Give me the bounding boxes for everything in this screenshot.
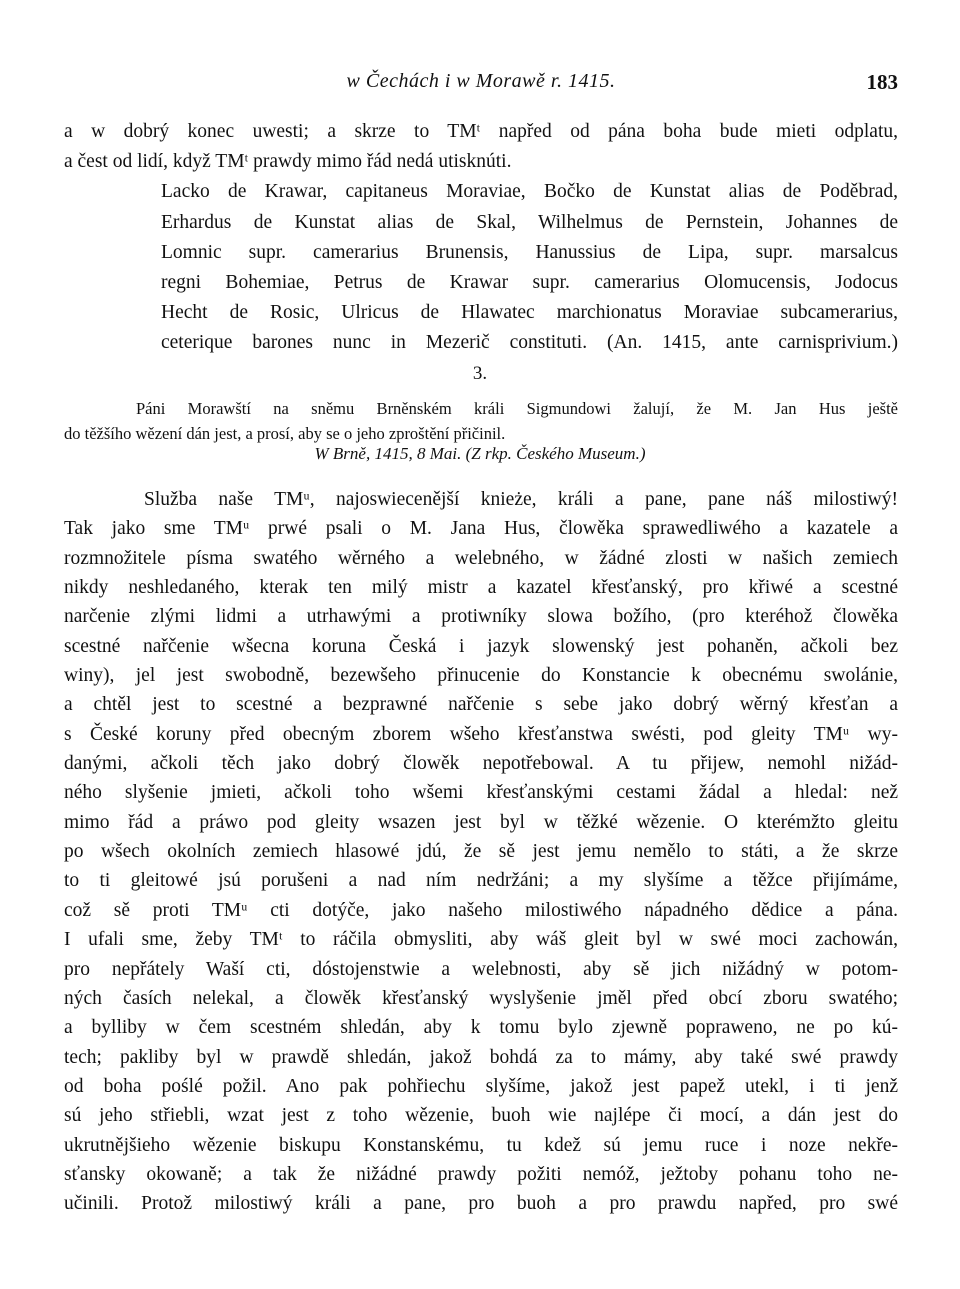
source-line: W Brně, 1415, 8 Mai. (Z rkp. Českého Museum.) bbox=[314, 444, 646, 463]
body-line: od boha poślé požil. Ano pak pohřiechu slyšíme, jakož jest papež utekl, i ti jenž bbox=[64, 1075, 898, 1097]
body-line: sú jeho střiebli, wzat jest z toho wězenie, buoh wie najlépe či mocí, a dán jest do bbox=[64, 1105, 898, 1127]
body-line: danými, ačkoli těch jako dobrý člowěk nepotřebowal. A tu přijew, nemohl nižád- bbox=[64, 753, 898, 775]
body-line: nikdy neshledaného, kterak ten milý mistr a kazatel křesťanský, pro křiwé a scestné bbox=[64, 577, 898, 599]
summary-line: Páni Morawští na sněmu Brněnském králi Sigmundowi žalují, že M. Jan Hus ještě bbox=[136, 399, 898, 418]
text-line: Lomnic supr. camerarius Brunensis, Hanussius de Lipa, supr. marsalcus bbox=[161, 241, 898, 263]
body-line: scestné nařčenie wšecna koruna Česká i jazyk slowenský jest pohaněn, ačkoli bez bbox=[64, 635, 898, 657]
body-line: mimo řád a práwo pod gleity wsazen jest byl w těžké wězenie. O kterémžto gleitu bbox=[64, 811, 898, 833]
body-line: s České koruny před obecným zborem wšeho křesťanstwa swésti, pod gleity TMᵘ wy- bbox=[64, 723, 898, 745]
text-line: regni Bohemiae, Petrus de Krawar supr. camerarius Olomucensis, Jodocus bbox=[161, 272, 898, 294]
running-header bbox=[64, 70, 898, 100]
summary-line: do těžšího wězení dán jest, a prosí, aby se o jeho zproštění přičinil. bbox=[64, 424, 506, 443]
body-line: což sě proti TMᵘ cti dotýče, jako našeho milostiwého nápadného dědice a pána. bbox=[64, 899, 898, 921]
body-line: ného slyšenie jmieti, ačkoli toho wšemi křesťanskými cestami žádal a hledal: než bbox=[64, 782, 898, 804]
letter-body bbox=[64, 485, 898, 1219]
body-line: pro nepřátely Waší cti, dóstojenstwie a welebnosti, aby sě jich nižádný w potom- bbox=[64, 958, 898, 980]
body-line: Služba naše TMᵘ, najoswiecenější knieże, králi a pane, pane náš milostiwý! bbox=[144, 489, 898, 510]
intro-paragraph bbox=[64, 117, 898, 359]
text-line: a čest od lidí, když TMᵗ prawdy mimo řád nedá utisknúti. bbox=[64, 151, 512, 173]
body-line: tech; pakliby byl w prawdě shledán, jakož bohdá za to mámy, aby také swé prawdy bbox=[64, 1046, 898, 1068]
running-title: w Čechách i w Morawě r. 1415. bbox=[346, 70, 616, 92]
body-line: ných časích nelekal, a člowěk křesťanský wyslyšenie jměl před obcí zboru swatého; bbox=[64, 987, 898, 1009]
text-line: Hecht de Rosic, Ulricus de Hlawatec marchionatus Moraviae subcamerarius, bbox=[161, 302, 898, 324]
text-line: Lacko de Krawar, capitaneus Moraviae, Bočko de Kunstat alias de Poděbrad, bbox=[161, 181, 898, 203]
body-line: a chtěl jest to scestné a bezprawné nařčenie s sebe jako dobrý wěrný křesťan a bbox=[64, 694, 898, 716]
body-line: to ti gleitowé jsú porušeni a nad ním nedržáni; a my slyšíme a těžce přijímáme, bbox=[64, 870, 898, 892]
body-line: učinili. Protož milostiwý králi a pane, pro buoh a pro prawdu napřed, pro swé bbox=[64, 1193, 898, 1215]
body-line: narčenie zlými lidmi a utrhawými a protiwníky slowa božího, (pro kteréhož člowěka bbox=[64, 606, 898, 628]
text-line: Erhardus de Kunstat alias de Skal, Wilhelmus de Pernstein, Johannes de bbox=[161, 211, 898, 233]
body-line: rozmnožitele písma swatého wěrného a welebného, w žádné zlosti w našich zemiech bbox=[64, 547, 898, 569]
text-line: a w dobrý konec uwesti; a skrze to TMᵗ napřed od pána boha bude mieti odplatu, bbox=[64, 121, 898, 142]
body-line: po wšech okolních zemiech hlasowé jdú, že sě jest jemu nemělo to státi, a že skrze bbox=[64, 841, 898, 863]
body-line: Tak jako sme TMᵘ prwé psali o M. Jana Hus, člowěka sprawedliwého a kazatele a bbox=[64, 518, 898, 540]
body-line: I ufali sme, žeby TMᵗ to ráčila obmysliti, aby wáš gleit byl w swé moci zachowán, bbox=[64, 929, 898, 951]
body-line: winy), jel jest swobodně, bezewšeho přinucenie do Konstancie k obecnému swolánie, bbox=[64, 665, 898, 687]
body-line: a bylliby w čem scestném shledán, aby k tomu bylo zjewně popraweno, ne po kú- bbox=[64, 1017, 898, 1039]
page-number: 183 bbox=[866, 70, 898, 94]
text-line: ceterique barones nunc in Mezerič constituti. (An. 1415, ante carnisprivium.) bbox=[161, 332, 898, 354]
body-line: sťansky okowaně; a tak že nižádné prawdy požiti nemóž, ježtoby pohanu toho ne- bbox=[64, 1163, 898, 1185]
document-summary bbox=[64, 396, 898, 446]
body-line: ukrutnějšieho wězenie biskupu Konstanskému, tu kdež sú jemu ruce i noze nekře- bbox=[64, 1134, 898, 1156]
document-number: 3. bbox=[472, 363, 488, 384]
